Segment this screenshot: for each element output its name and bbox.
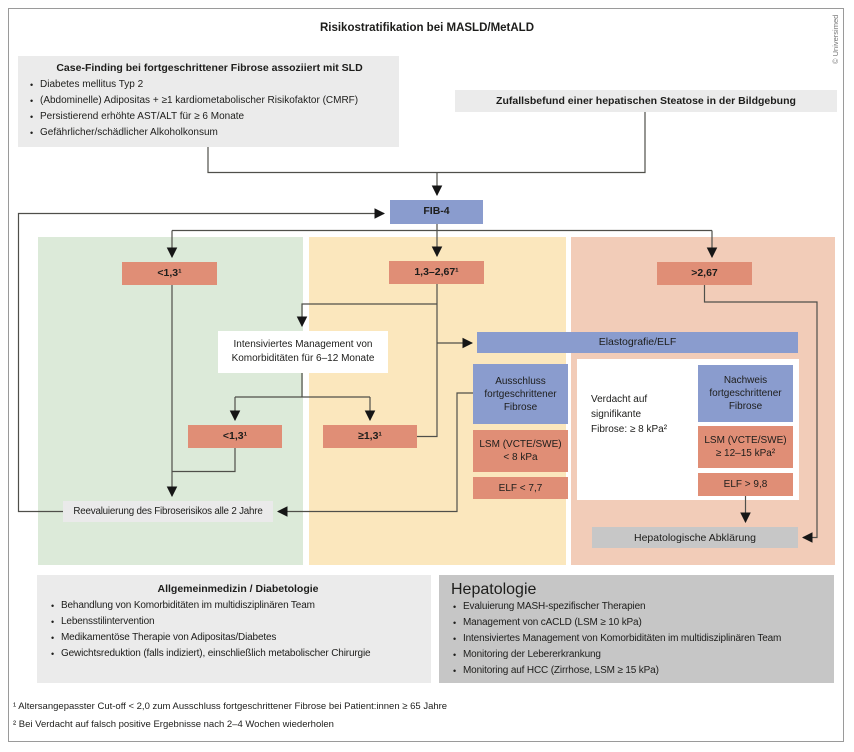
primary-care-box <box>37 575 431 683</box>
fib4-box <box>390 200 483 224</box>
primary-care-item: • Behandlung von Komorbiditäten im multidisziplinären Team <box>49 598 427 614</box>
primary-care-item: • Gewichtsreduktion (falls indiziert), einschließlich metabolischer Chirurgie <box>49 646 427 662</box>
management-box-label: Intensiviertes Management von Komorbiditäten für 6–12 Monate <box>231 339 375 364</box>
fib4-result-high <box>657 262 752 285</box>
lsm-high-label: LSM (VCTE/SWE) ≥ 12–15 kPa² <box>704 435 787 459</box>
exclusion-fibrosis-label: Ausschluss fortgeschrittener Fibrose <box>484 375 557 413</box>
lsm-high-box <box>698 426 793 468</box>
management-box <box>218 331 388 373</box>
hepatology-title: Hepatologie <box>451 581 537 598</box>
figure-title: Risikostratifikation bei MASLD/MetALD <box>319 22 535 34</box>
elf-low-box <box>473 477 568 499</box>
case-finding-item: • Gefährlicher/schädlicher Alkoholkonsum <box>28 125 391 141</box>
elastography-label: Elastografie/ELF <box>598 335 677 348</box>
fib4-result-intermediate <box>389 261 484 284</box>
hepatology-referral-label: Hepatologische Abklärung <box>633 531 756 544</box>
retest-low-label: <1,3¹ <box>222 429 248 442</box>
primary-care-item: • Medikamentöse Therapie von Adipositas/Diabetes <box>49 630 427 646</box>
suspicion-text: Verdacht auf signifikante Fibrose: ≥ 8 kPa² <box>591 394 668 435</box>
retest-high-label: ≥1,3¹ <box>358 429 382 442</box>
hepatology-box <box>439 575 834 683</box>
case-finding-item: • Diabetes mellitus Typ 2 <box>28 77 391 93</box>
elastography-bar <box>477 332 798 353</box>
case-finding-box <box>18 56 399 147</box>
reevaluation-box <box>63 501 273 522</box>
elf-high-box <box>698 473 793 496</box>
fib4-result-low-label: <1,3¹ <box>157 266 182 279</box>
retest-high <box>323 425 417 448</box>
lsm-low-box <box>473 430 568 472</box>
primary-care-item: • Lebensstilintervention <box>49 614 427 630</box>
retest-low <box>188 425 282 448</box>
elf-low-label: ELF < 7,7 <box>498 482 543 494</box>
case-finding-item: • Persistierend erhöhte AST/ALT für ≥ 6 Monate <box>28 109 391 125</box>
hepatology-item: • Evaluierung MASH-spezifischer Therapien <box>451 599 830 615</box>
hepatology-item: • Intensiviertes Management von Komorbiditäten im multidisziplinären Team <box>451 631 830 647</box>
incidental-finding-box <box>455 90 837 112</box>
incidental-finding-label: Zufallsbefund einer hepatischen Steatose in der Bildgebung <box>496 95 796 107</box>
fib4-result-high-label: >2,67 <box>691 266 718 279</box>
fib4-result-low <box>122 262 217 285</box>
hepatology-referral-box <box>592 527 798 548</box>
hepatology-item: • Monitoring auf HCC (Zirrhose, LSM ≥ 15 kPa) <box>451 663 830 679</box>
primary-care-title: Allgemeinmedizin / Diabetologie <box>157 583 319 595</box>
footnote-1: ¹ Altersangepasster Cut-off < 2,0 zum Ausschluss fortgeschrittener Fibrose bei Patient:innen ≥ 65 Jahre <box>13 701 448 712</box>
fib4-label: FIB-4 <box>423 205 450 218</box>
footnote-2: ² Bei Verdacht auf falsch positive Ergebnisse nach 2–4 Wochen wiederholen <box>13 719 334 730</box>
confirmation-fibrosis-box <box>698 365 793 422</box>
case-finding-title: Case-Finding bei fortgeschrittener Fibrose assoziiert mit SLD <box>56 62 363 74</box>
hepatology-item: • Monitoring der Lebererkrankung <box>451 647 830 663</box>
fib4-result-intermediate-label: 1,3–2,67¹ <box>414 265 459 278</box>
lsm-low-label: LSM (VCTE/SWE) < 8 kPa <box>479 439 562 463</box>
reevaluation-label: Reevaluierung des Fibroserisikos alle 2 Jahre <box>73 506 263 517</box>
copyright-label: © Universimed <box>831 14 840 64</box>
hepatology-item: • Management von cACLD (LSM ≥ 10 kPa) <box>451 615 830 631</box>
case-finding-item: • (Abdominelle) Adipositas + ≥1 kardiometabolischer Risikofaktor (CMRF) <box>28 93 391 109</box>
exclusion-fibrosis-box <box>473 364 568 424</box>
confirmation-fibrosis-label: Nachweis fortgeschrittener Fibrose <box>709 375 782 412</box>
elf-high-label: ELF > 9,8 <box>723 479 768 490</box>
